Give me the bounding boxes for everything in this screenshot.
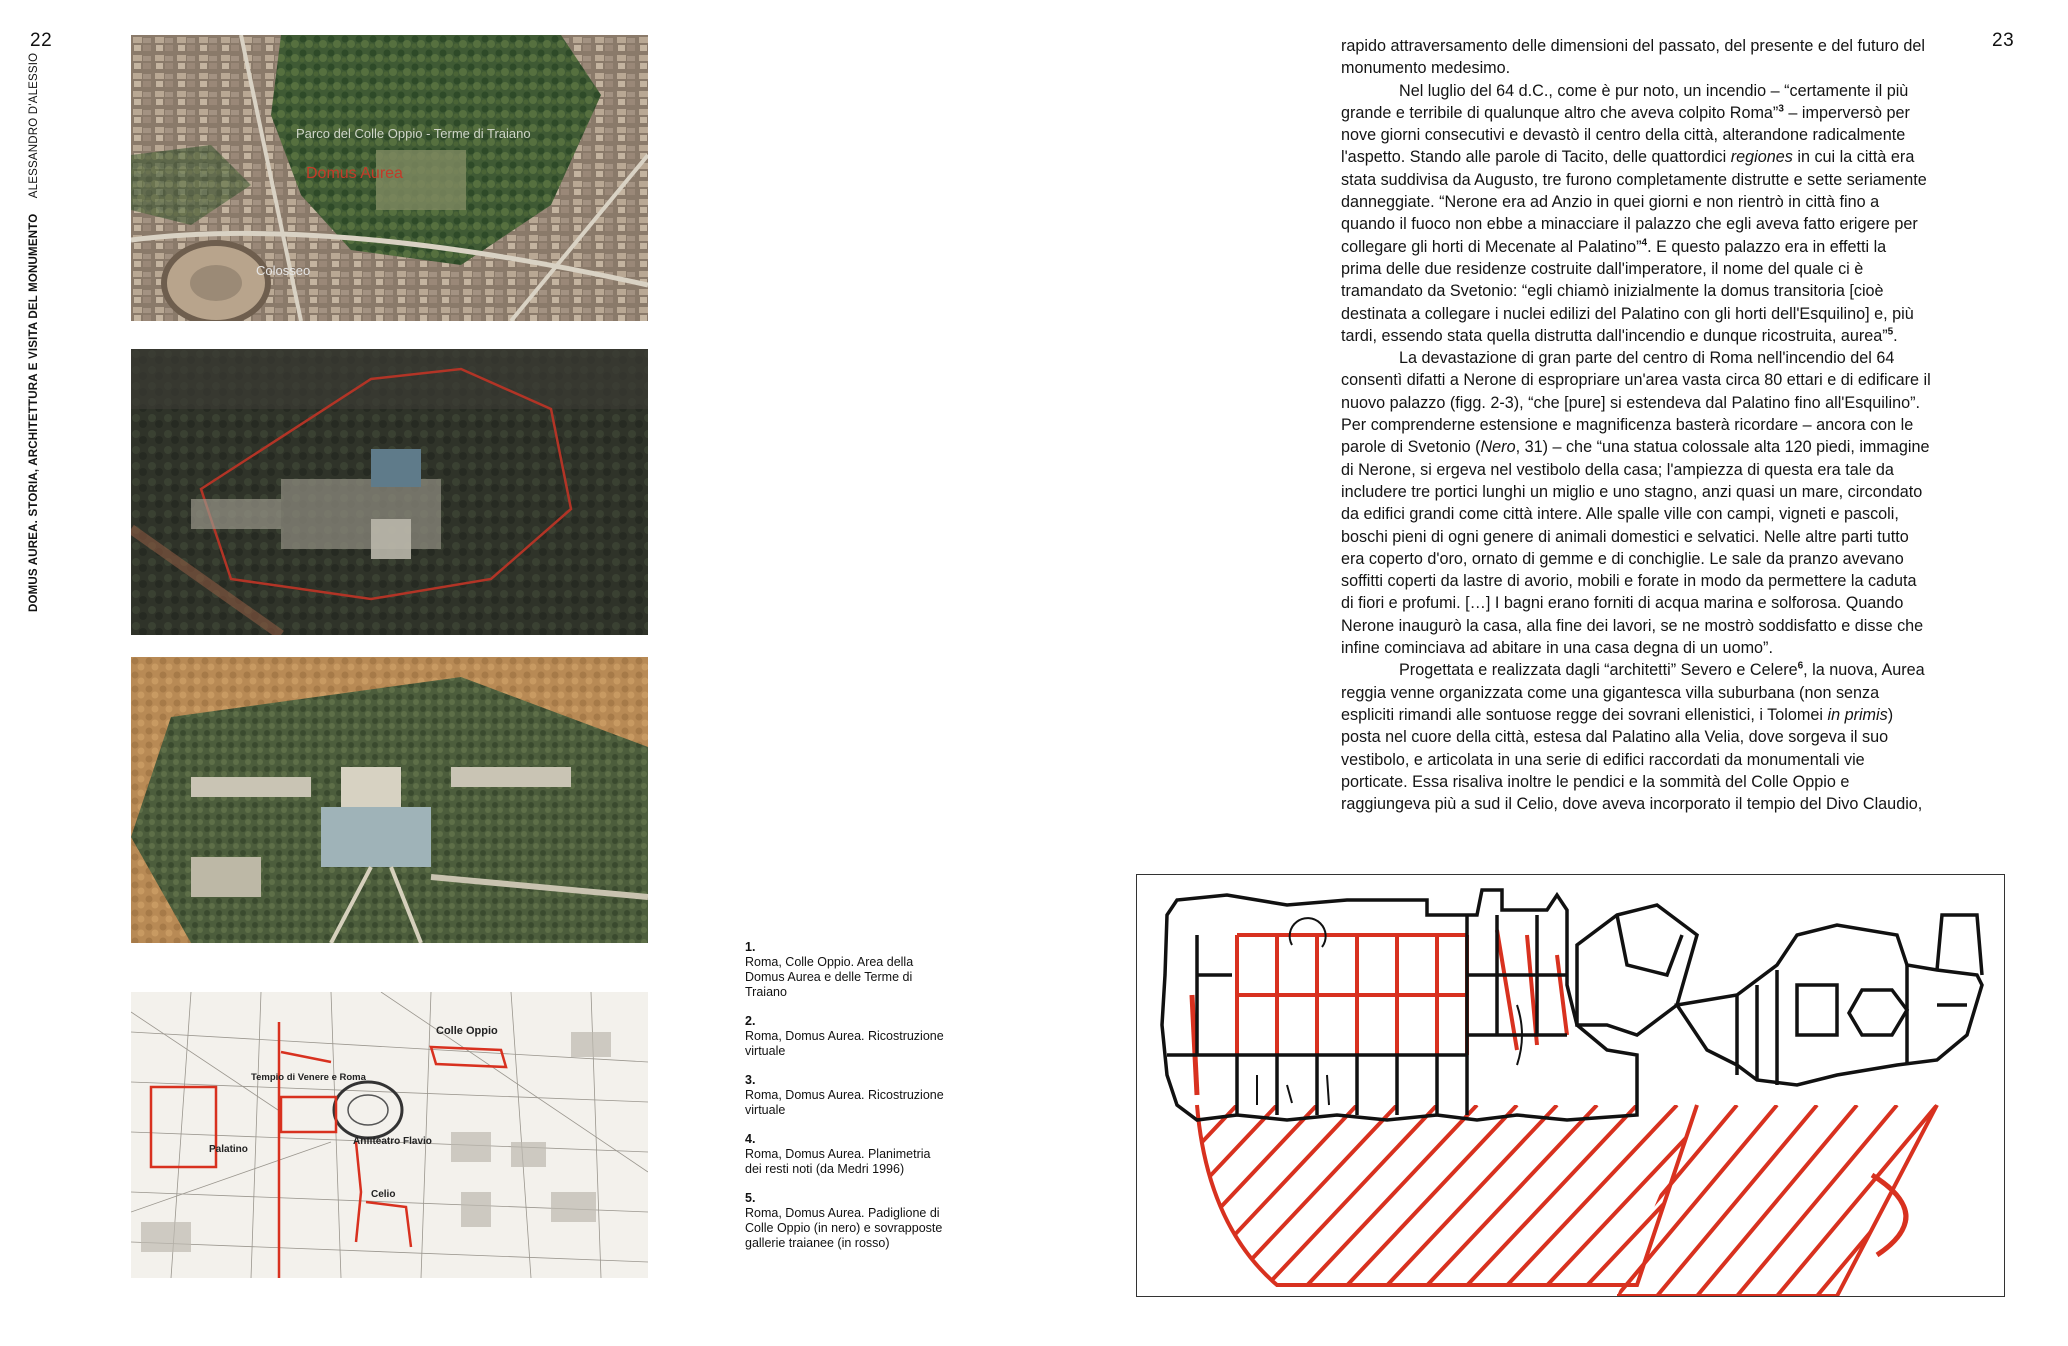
caption-5 <box>745 1191 945 1251</box>
text-run: Progettata e realizzata dagli “architetti” Severo e Celere <box>1399 661 1798 680</box>
fig4-label-anfiteatro: Anfiteatro Flavio <box>353 1136 432 1147</box>
caption-number: 3. <box>745 1073 756 1087</box>
fig1-label-colosseo: Colosseo <box>256 263 311 278</box>
fig4-label-colle-oppio: Colle Oppio <box>436 1025 498 1037</box>
caption-text: Roma, Colle Oppio. Area della Domus Aurea e delle Terme di Traiano <box>745 955 914 999</box>
body-text <box>1341 35 1931 815</box>
caption-number: 2. <box>745 1014 756 1028</box>
text-run: , la nuova, Aurea reggia venne organizzata come una gigantesca villa suburbana (non senza espliciti rimandi alle sontuose regge dei sovrani ellenistici, i Tolomei <box>1341 661 1925 724</box>
text-run: Nel luglio del 64 d.C., come è pur noto, un incendio – “certamente il più grande e terribile di qualunque altro che aveva colpito Roma” <box>1341 81 1909 122</box>
text-run: . E questo palazzo era in effetti la prima delle due residenze costruite dall'imperatore, il nome del quale ci è tramandato da Svetonio: “egli chiamò inizialmente la domus transitoria [cioè destinata a collegare i nuclei edilizi del Palatino con gli horti dell'Esquilino] e, più tardi, essendo stata quella distrutta dall'incendio e dunque ricostruita, aurea” <box>1341 237 1914 345</box>
figure-5-architectural-plan <box>1136 874 2005 1297</box>
figure-1-satellite-image <box>131 35 648 321</box>
text-run-italic: Nero <box>1480 438 1516 457</box>
caption-1 <box>745 940 945 1000</box>
caption-text: Roma, Domus Aurea. Ricostruzione virtuale <box>745 1088 944 1117</box>
caption-number: 1. <box>745 940 756 954</box>
text-run: in cui la città era stata suddivisa da Augusto, tre furono completamente distrutte e sette seriamente danneggiate. “Nerone era ad Anzio in quei giorni e non rientrò in città fino a quando il fuoco non ebbe a minacciare il palazzo che egli aveva fatto erigere per collegare gli horti di Mecenate al Palatino” <box>1341 148 1927 256</box>
text-run: ) posta nel cuore della città, estesa dal Palatino alla Velia, dove sorgeva il suo vestibolo, e articolata in una serie di edifici raccordati da monumentali vie porticate. Essa risaliva inoltre le pendici e la sommità del Colle Oppio e raggiungeva più a sud il Celio, dove aveva incorporato il tempio del Divo Claudio, <box>1341 705 1923 814</box>
footnote-5: 5 <box>1887 326 1894 338</box>
text-run-italic: regiones <box>1730 148 1793 167</box>
page-number-left: 22 <box>30 30 53 51</box>
fig4-label-palatino: Palatino <box>209 1144 248 1155</box>
fig4-label-tempio: Tempio di Venere e Roma <box>251 1072 366 1083</box>
text-run-italic: in primis <box>1827 705 1888 724</box>
footnote-4: 4 <box>1641 237 1648 249</box>
caption-number: 4. <box>745 1132 756 1146</box>
text-run: La devastazione di gran parte del centro di Roma nell'incendio del 64 consentì difatti a Nerone di espropriare un'area vasta circa 80 ettari e di edificare il nuovo palazzo (figg. 2-3), “che [pure] si estendeva dal Palatino fino all'Esquilino”. Per comprenderne estensione e magnificenza basterà ricordare – ancora con le parole di Svetonio ( <box>1341 349 1931 457</box>
footnote-6: 6 <box>1797 660 1804 672</box>
text-run: – imperversò per nove giorni consecutivi e devastò il centro della città, alterandone radicalmente l'aspetto. Stando alle parole di Tacito, delle quattordici <box>1341 103 1910 167</box>
caption-3 <box>745 1073 945 1118</box>
figure-4-map-plan <box>131 992 648 1278</box>
text-run: , 31) – che “una statua colossale alta 120 piedi, immagine di Nerone, si ergeva nel vestibolo della casa; l'ampiezza di questa era tale da includere tre portici lunghi un miglio e uno stagno, anzi quasi un mare, circondato da edifici grandi come città intere. Alle spalle ville con campi, vigneti e pascoli, boschi pieni di ogni genere di animali domestici e selvatici. Nelle altre parti tutto era coperto d'oro, ornato di gemme e di conchiglie. Le sale da pranzo avevano soffitti coperti da lastre di avorio, mobili e forate in modo da permettere la caduta di fiori e profumi. […] I bagni erano forniti di acqua marina e solforosa. Quando Nerone inaugurò la casa, alla fine dei lavori, se ne mostrò soddisfatto e disse che infine cominciava ad abitare in una casa degna di un uomo”. <box>1341 438 1930 658</box>
figure-3-virtual-reconstruction <box>131 657 648 943</box>
caption-4 <box>745 1132 945 1177</box>
figure-2-virtual-reconstruction <box>131 349 648 635</box>
running-head <box>28 52 56 612</box>
caption-number: 5. <box>745 1191 756 1205</box>
fig1-label-park: Parco del Colle Oppio - Terme di Traiano <box>296 126 531 141</box>
caption-text: Roma, Domus Aurea. Planimetria dei resti noti (da Medri 1996) <box>745 1147 931 1176</box>
text-run: . <box>1893 326 1898 345</box>
footnote-3: 3 <box>1778 103 1784 115</box>
running-head-title: DOMUS AUREA. STORIA, ARCHITETTURA E VISITA DEL MONUMENTO <box>28 213 40 612</box>
paragraph-1: rapido attraversamento delle dimensioni del passato, del presente e del futuro del monumento medesimo. <box>1341 37 1926 78</box>
paragraph-2 <box>1341 80 1931 348</box>
running-head-author: ALESSANDRO D'ALESSIO <box>28 52 40 199</box>
figure-captions <box>745 940 945 1265</box>
caption-2 <box>745 1014 945 1059</box>
fig4-label-celio: Celio <box>371 1189 396 1200</box>
paragraph-4 <box>1341 659 1931 815</box>
paragraph-3 <box>1341 347 1931 659</box>
caption-text: Roma, Domus Aurea. Ricostruzione virtuale <box>745 1029 944 1058</box>
fig1-label-domus: Domus Aurea <box>306 165 403 182</box>
page-number-right: 23 <box>1992 30 2015 51</box>
caption-text: Roma, Domus Aurea. Padiglione di Colle Oppio (in nero) e sovrapposte gallerie traianee (in rosso) <box>745 1206 943 1250</box>
